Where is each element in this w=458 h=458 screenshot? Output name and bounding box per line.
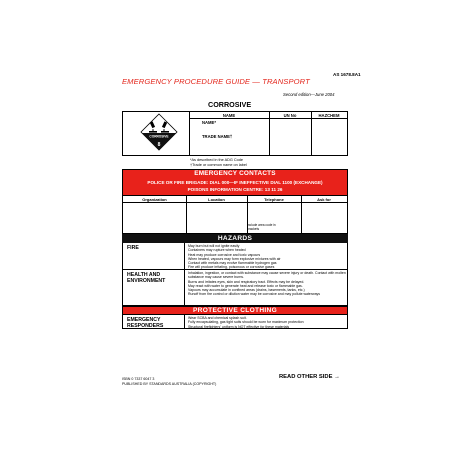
name-label: NAME* <box>202 120 216 125</box>
fire-line: Fire will produce irritating, poisonous or corrosive gases <box>188 265 275 270</box>
isbn: ISBN 0 7337 6047 3 <box>122 377 155 381</box>
page-title: EMERGENCY PROCEDURE GUIDE — TRANSPORT <box>122 77 310 86</box>
fire-line: May burn but will not ignite easily <box>188 244 240 248</box>
publisher: PUBLISHED BY STANDARDS AUSTRALIA (COPYRIGHT) <box>122 381 217 386</box>
fire-line: When heated, vapours may form explosive mixtures with air <box>188 256 281 261</box>
health-line: Inhalation, ingestion, or contact with substance may cause severe injury or death. Contact with molten substance may cause severe burns. <box>188 271 346 280</box>
read-other-side: READ OTHER SIDE → <box>279 374 340 380</box>
hazard-class-label: CORROSIVE <box>208 100 252 109</box>
health-line: Runoff from fire control or dilution water may be corrosive and may pollute waterways <box>188 292 321 297</box>
responders-label: EMERGENCY RESPONDERS <box>127 317 164 330</box>
edition-note: Second edition—June 2004 <box>283 92 335 97</box>
contacts-table <box>122 196 348 234</box>
protective-clothing-header: PROTECTIVE CLOTHING <box>122 306 348 315</box>
responders-line: Fully encapsulating, gas tight suits should be worn for maximum protection <box>188 320 304 325</box>
responders-line: Structural firefighters' uniform is NOT effective for these materials <box>188 324 290 329</box>
telephone-note: Include area code in brackets <box>247 223 276 231</box>
trade-name-label: TRADE NAME† <box>202 134 233 139</box>
col-organization: Organization <box>142 197 167 202</box>
police-line: POLICE OR FIRE BRIGADE: DIAL 000—IF INEFFECTIVE DIAL 1100 (EXCHANGE) <box>147 180 323 185</box>
hazards-header: HAZARDS <box>122 234 348 243</box>
health-line: Vapours may accumulate in confined areas (drains, basements, tanks, etc.) <box>188 288 305 293</box>
col-location: Location <box>208 197 225 202</box>
diamond-class-number: 8 <box>157 142 161 148</box>
col-name-header: NAME <box>222 113 236 118</box>
col-un-header: UN No <box>283 113 297 118</box>
footnote-adg: *As described in the ADG Code <box>190 158 243 162</box>
col-ask-for: Ask for <box>317 197 331 202</box>
footnote-trade: †Trade or common name on label <box>190 163 247 167</box>
standard-number: AS 1678.8A1 <box>333 72 361 77</box>
hazard-row-fire <box>122 243 348 270</box>
health-line: Burns and irritates eyes, skin and respiratory tract. Effects may be delayed. <box>188 279 305 284</box>
fire-text <box>188 244 348 270</box>
health-text <box>188 271 348 297</box>
fire-line: Heat may produce corrosive and toxic vapours <box>188 252 261 257</box>
poisons-line: POISONS INFORMATION CENTRE: 13 11 26 <box>187 187 283 192</box>
fire-line: Containers may rupture when heated <box>188 248 246 253</box>
responders-text <box>188 316 348 329</box>
hazard-row-health <box>122 270 348 306</box>
responders-line: Wear SCBA and chemical splash suit. <box>188 316 247 320</box>
fire-label: FIRE <box>127 245 139 251</box>
diamond-label: CORROSIVE <box>149 134 169 139</box>
health-label: HEALTH AND ENVIRONMENT <box>127 272 166 285</box>
publication-info <box>122 377 216 386</box>
fire-line: Contact with metals may evolve flammable hydrogen gas <box>188 261 277 266</box>
col-telephone: Telephone <box>264 197 284 202</box>
health-line: May react with water to generate heat and release toxic or flammable gas. <box>188 283 303 288</box>
protective-row-responders <box>122 315 348 329</box>
col-hazchem-header: HAZCHEM <box>318 113 340 118</box>
corrosive-diamond-icon <box>140 113 178 151</box>
emergency-contacts-title: EMERGENCY CONTACTS <box>194 170 276 177</box>
